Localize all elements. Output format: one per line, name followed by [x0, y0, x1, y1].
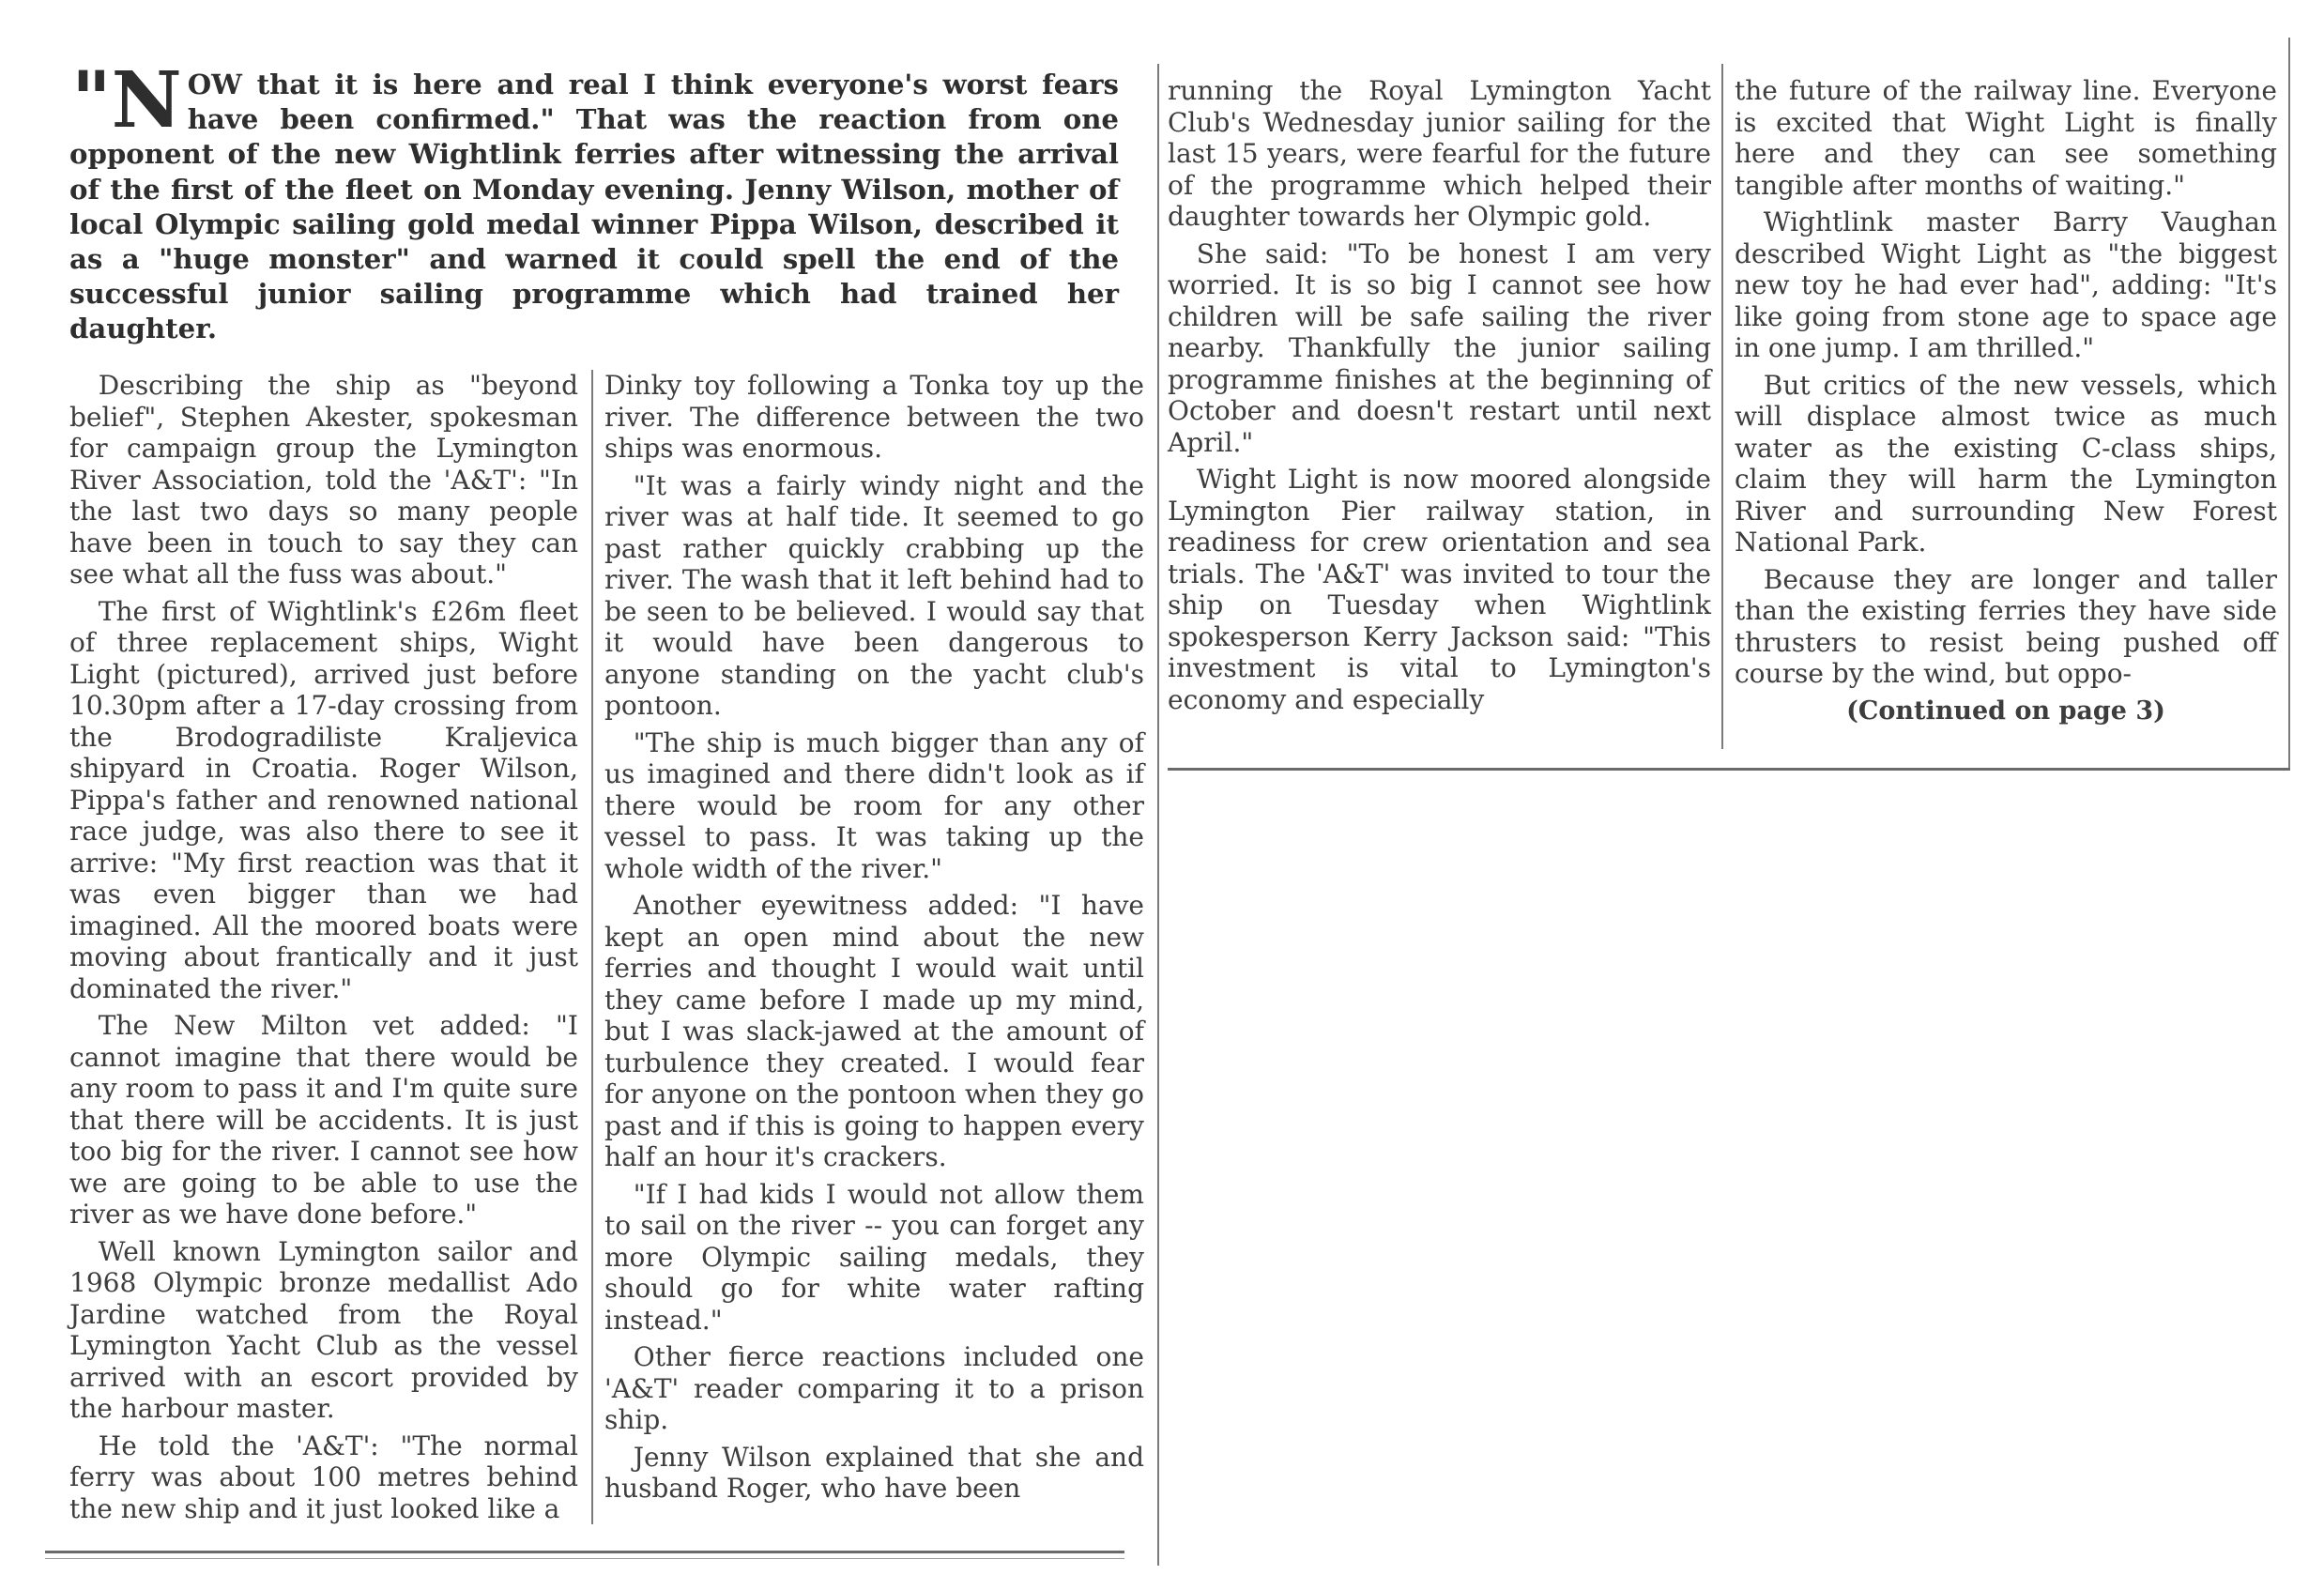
section-rule — [1168, 768, 2290, 771]
column-1 — [69, 370, 578, 1530]
column-2 — [604, 370, 1144, 1510]
column-4 — [1735, 75, 2277, 732]
paragraph: She said: "To be honest I am very worried. It is so big I cannot see how children will be safe sailing the river nearby. Thankfully the junior sailing programme finishes at the beginning of October and doesn't restart until next April." — [1168, 237, 1711, 458]
paragraph: Well known Lymington sailor and 1968 Olympic bronze medallist Ado Jardine watched from the Royal Lymington Yacht Club as the vessel arrived with an escort provided by the harbour master. — [69, 1235, 578, 1424]
paragraph: Other fierce reactions included one 'A&T' reader comparing it to a prison ship. — [604, 1341, 1144, 1435]
paragraph: But critics of the new vessels, which will displace almost twice as much water as the existing C-class ships, claim they will harm the Lymington River and surrounding New Forest National Park. — [1735, 369, 2277, 558]
bottom-rule — [45, 1551, 1124, 1553]
paragraph: He told the 'A&T': "The normal ferry was about 100 metres behind the new ship and it just looked like a — [69, 1429, 578, 1524]
drop-cap: "N — [71, 55, 182, 145]
lead-text: OW that it is here and real I think everyone's worst fears have been confirmed." That was the reaction from one opponent of the new Wightlink ferries after witnessing the arrival of the first of the fleet on Monday evening. Jenny Wilson, mother of local Olympic sailing gold medal winner Pippa Wilson, described it as a "huge monster" and warned it could spell the end of the successful junior sailing programme which had trained her daughter. — [69, 69, 1119, 345]
paragraph: "The ship is much bigger than any of us imagined and there didn't look as if there would be room for any other vessel to pass. It was taking up the whole width of the river." — [604, 726, 1144, 884]
paragraph: Describing the ship as "beyond belief", Stephen Akester, spokesman for campaign group the Lymington River Association, told the 'A&T': "In the last two days so many people have been in touch to say they can see what all the fuss was about." — [69, 370, 578, 589]
column-rule — [591, 370, 593, 1524]
paragraph: Another eyewitness added: "I have kept an open mind about the new ferries and thought I would wait until they came before I made up my mind, but I was slack-jawed at the amount of turbulence they created. I would fear for anyone on the pontoon when they go past and if this is going to happen every half an hour it's crackers. — [604, 890, 1144, 1172]
paragraph: Because they are longer and taller than the existing ferries they have side thrusters to resist being pushed off course by the wind, but oppo- — [1735, 563, 2277, 689]
paragraph: "If I had kids I would not allow them to sail on the river -- you can forget any more Olympic sailing medals, they should go for white water rafting instead." — [604, 1178, 1144, 1336]
article-lead — [69, 55, 1119, 347]
paragraph-continuation: the future of the railway line. Everyone is excited that Wight Light is finally here and they can see something tangible after months of waiting." — [1735, 75, 2277, 201]
paragraph: Wight Light is now moored alongside Lymington Pier railway station, in readiness for crew orientation and sea trials. The 'A&T' was invited to tour the ship on Tuesday when Wightlink spokesperson Kerry Jackson said: "This investment is vital to Lymington's economy and especially — [1168, 464, 1711, 715]
paragraph-continuation: Dinky toy following a Tonka toy up the river. The difference between the two ships was enormous. — [604, 370, 1144, 464]
paragraph-continuation: running the Royal Lymington Yacht Club's Wednesday junior sailing for the last 15 years, were fearful for the future of the programme which helped their daughter towards her Olympic gold. — [1168, 75, 1711, 232]
paragraph: The first of Wightlink's £26m fleet of three replacement ships, Wight Light (pictured), arrived just before 10.30pm after a 17-day crossing from the Brodogradiliste Kraljevica shipyard in Croatia. Roger Wilson, Pippa's father and renowned national race judge, was also there to see it arrive: "My first reaction was that it was even bigger than we had imagined. All the moored boats were moving about frantically and it just dominated the river." — [69, 595, 578, 1004]
column-3 — [1168, 75, 1711, 721]
paragraph: "It was a fairly windy night and the river was at half tide. It seemed to go past rather quickly crabbing up the river. The wash that it left behind had to be seen to be believed. I would say that it would have been dangerous to anyone standing on the yacht club's pontoon. — [604, 469, 1144, 721]
continued-on-page-note: (Continued on page 3) — [1846, 696, 2165, 726]
column-rule — [1721, 64, 1723, 749]
column-rule — [2288, 38, 2290, 770]
column-rule — [1157, 64, 1159, 1566]
paragraph: Wightlink master Barry Vaughan described Wight Light as "the biggest new toy he had ever had", adding: "It's like going from stone age to space age in one jump. I am thrilled." — [1735, 206, 2277, 363]
bottom-rule-thin — [45, 1558, 1124, 1559]
paragraph: The New Milton vet added: "I cannot imagine that there would be any room to pass it and I'm quite sure that there will be accidents. It is just too big for the river. I cannot see how we are going to be able to use the river as we have done before." — [69, 1010, 578, 1230]
paragraph: Jenny Wilson explained that she and husband Roger, who have been — [604, 1441, 1144, 1504]
